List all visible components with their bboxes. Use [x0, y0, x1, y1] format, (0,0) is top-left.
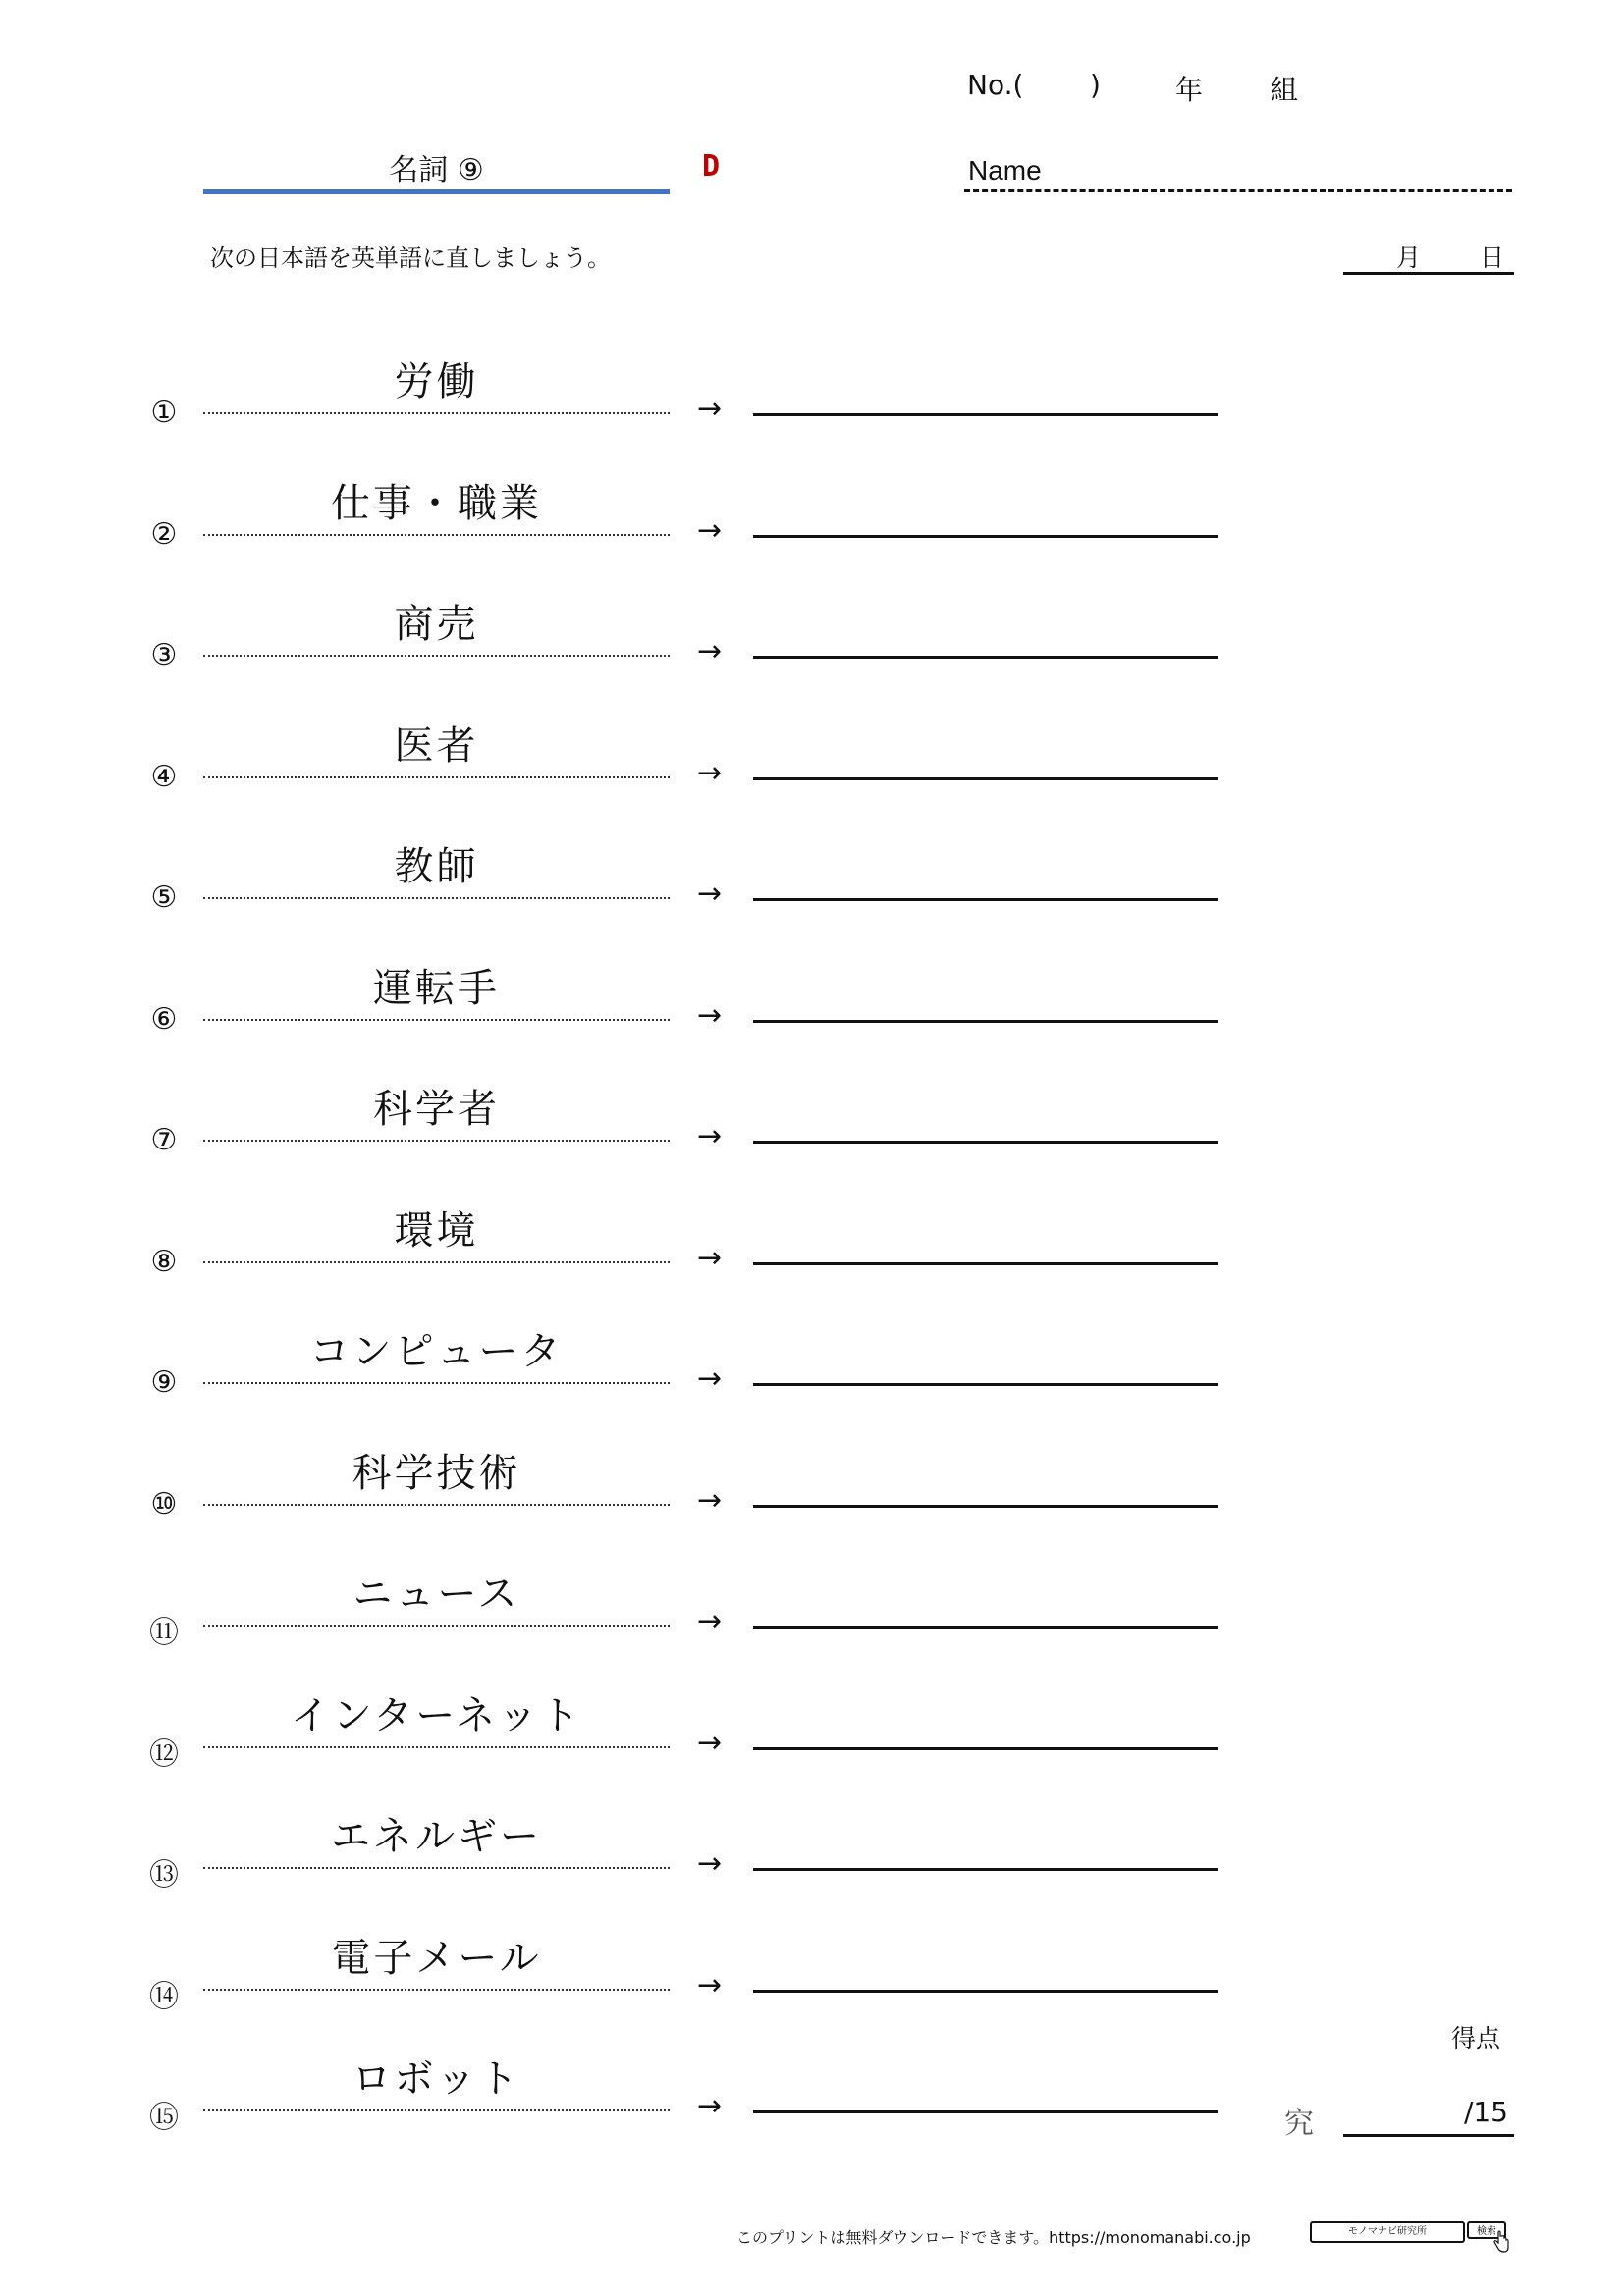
- question-row: [0, 1533, 1624, 1654]
- worksheet-title: 名詞 ⑨: [389, 153, 484, 187]
- question-word: 医者: [394, 722, 479, 769]
- answer-input[interactable]: [753, 871, 1218, 901]
- arrow-icon: →: [697, 392, 723, 426]
- question-number: ③: [150, 638, 178, 672]
- class-label: 組: [1271, 74, 1299, 106]
- question-dotted-line: [203, 1625, 670, 1627]
- question-word: ロボット: [352, 2056, 521, 2102]
- arrow-icon: →: [697, 1362, 723, 1396]
- question-word: 商売: [394, 602, 479, 647]
- instruction-text: 次の日本語を英単語に直しましょう。: [210, 244, 611, 272]
- question-dotted-line: [203, 897, 670, 899]
- question-number: ⑮: [149, 2101, 179, 2135]
- question-word: 労働: [394, 359, 479, 404]
- question-number: ⑦: [150, 1123, 178, 1157]
- question-word: 科学者: [373, 1087, 500, 1132]
- footer-download-text: このプリントは無料ダウンロードできます。https://monomanabi.co.jp: [736, 2228, 1251, 2247]
- question-row: [0, 1776, 1624, 1896]
- answer-input[interactable]: [753, 507, 1218, 538]
- score-mark: 究: [1284, 2107, 1314, 2141]
- question-dotted-line: [203, 1989, 670, 1991]
- question-number: ⑧: [150, 1244, 178, 1279]
- question-row: [0, 928, 1624, 1048]
- question-dotted-line: [203, 1746, 670, 1748]
- date-field-line[interactable]: [1343, 272, 1514, 275]
- answer-input[interactable]: [753, 1962, 1218, 1993]
- question-word: 仕事・職業: [331, 480, 542, 526]
- arrow-icon: →: [697, 1967, 723, 2002]
- question-word: 運転手: [373, 965, 500, 1011]
- name-label: Name: [968, 155, 1042, 186]
- question-number: ⑥: [150, 1001, 178, 1037]
- question-dotted-line: [203, 534, 670, 536]
- footer-search-button[interactable]: 検索: [1467, 2221, 1506, 2239]
- question-row: [0, 1897, 1624, 2018]
- answer-input[interactable]: [753, 1598, 1218, 1629]
- arrow-icon: →: [697, 2089, 723, 2123]
- name-field-line[interactable]: [964, 189, 1512, 192]
- arrow-icon: →: [697, 1846, 723, 1881]
- question-dotted-line: [203, 1140, 670, 1142]
- question-row: [0, 563, 1624, 684]
- answer-input[interactable]: [753, 750, 1218, 780]
- arrow-icon: →: [697, 1482, 723, 1518]
- question-word: インターネット: [290, 1692, 583, 1738]
- arrow-icon: →: [697, 1725, 723, 1760]
- question-row: [0, 685, 1624, 806]
- question-row: [0, 321, 1624, 442]
- score-line: [1343, 2134, 1514, 2137]
- arrow-icon: →: [697, 634, 723, 668]
- question-row: [0, 1655, 1624, 1776]
- arrow-icon: →: [697, 1240, 723, 1275]
- day-label: 日: [1480, 243, 1505, 272]
- year-label: 年: [1175, 74, 1204, 106]
- answer-input[interactable]: [753, 628, 1218, 659]
- question-row: [0, 806, 1624, 927]
- question-dotted-line: [203, 1867, 670, 1869]
- question-word: 環境: [394, 1207, 479, 1254]
- question-dotted-line: [203, 776, 670, 778]
- question-word: エネルギー: [331, 1814, 542, 1859]
- question-number: ⑨: [150, 1365, 178, 1400]
- question-dotted-line: [203, 2109, 670, 2111]
- answer-input[interactable]: [753, 1356, 1218, 1386]
- question-number: ⑭: [149, 1979, 179, 2014]
- month-label: 月: [1396, 243, 1422, 272]
- question-dotted-line: [203, 412, 670, 414]
- arrow-icon: →: [697, 1604, 723, 1638]
- question-number: ⑤: [150, 881, 178, 915]
- question-dotted-line: [203, 1504, 670, 1506]
- question-number: ⑪: [149, 1616, 179, 1650]
- question-row: [0, 1413, 1624, 1533]
- title-underline: [203, 189, 670, 194]
- question-word: 教師: [394, 844, 479, 889]
- answer-input[interactable]: [753, 1841, 1218, 1871]
- arrow-icon: →: [697, 877, 723, 911]
- answer-input[interactable]: [753, 1235, 1218, 1265]
- answer-input[interactable]: [753, 1113, 1218, 1144]
- question-number: ⑩: [150, 1486, 178, 1522]
- hand-cursor-icon: [1492, 2230, 1510, 2254]
- version-letter: D: [702, 149, 721, 184]
- answer-input[interactable]: [753, 1720, 1218, 1750]
- question-dotted-line: [203, 1261, 670, 1263]
- score-label: 得点: [1451, 2024, 1501, 2053]
- score-value: /15: [1463, 2096, 1508, 2128]
- question-dotted-line: [203, 1382, 670, 1384]
- answer-input[interactable]: [753, 1477, 1218, 1508]
- question-number: ②: [150, 516, 178, 552]
- question-row: [0, 443, 1624, 563]
- question-number: ①: [150, 396, 178, 430]
- arrow-icon: →: [697, 755, 723, 790]
- answer-input[interactable]: [753, 2083, 1218, 2113]
- arrow-icon: →: [697, 997, 723, 1033]
- number-label: No.(: [967, 69, 1024, 101]
- question-word: 科学技術: [352, 1450, 521, 1496]
- question-word: ニュース: [352, 1572, 520, 1617]
- question-row: [0, 1291, 1624, 1412]
- arrow-icon: →: [697, 1119, 723, 1153]
- number-close: ): [1090, 69, 1101, 101]
- question-dotted-line: [203, 655, 670, 657]
- answer-input[interactable]: [753, 386, 1218, 416]
- question-dotted-line: [203, 1019, 670, 1021]
- question-row: [0, 1048, 1624, 1169]
- question-word: 電子メール: [331, 1935, 542, 1981]
- question-word: コンピュータ: [309, 1329, 564, 1374]
- question-number: ⑫: [149, 1736, 179, 1772]
- answer-input[interactable]: [753, 992, 1218, 1023]
- question-row: [0, 1170, 1624, 1291]
- footer-search-box[interactable]: モノマナビ研究所: [1310, 2221, 1465, 2243]
- question-number: ⑬: [149, 1858, 179, 1893]
- question-number: ④: [150, 759, 178, 794]
- arrow-icon: →: [697, 512, 723, 548]
